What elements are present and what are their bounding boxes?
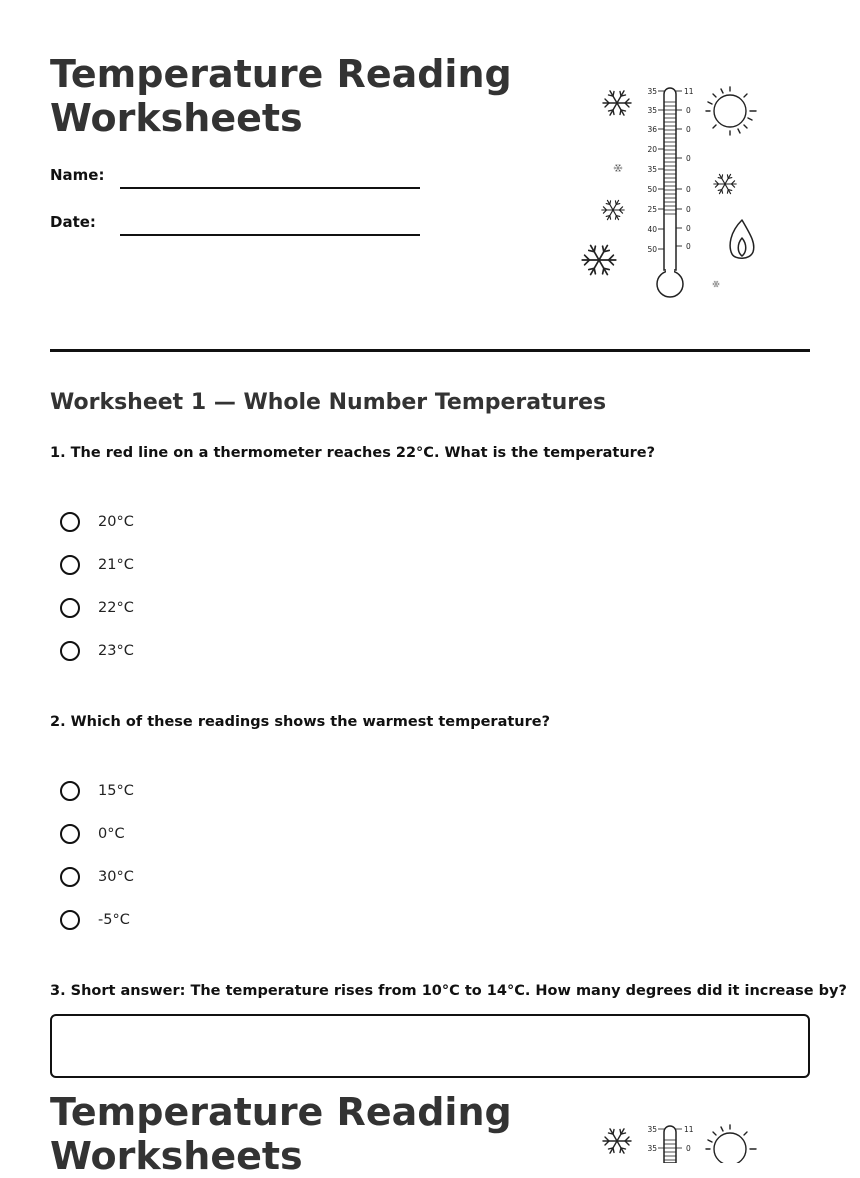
option-label: 21°C	[98, 557, 134, 573]
question-2: 2. Which of these readings shows the warmest temperature?	[50, 714, 551, 730]
option-label: -5°C	[98, 912, 130, 928]
scale-label: 50	[647, 185, 657, 194]
date-label: Date:	[50, 213, 96, 231]
option-radio[interactable]	[60, 638, 134, 664]
page-title	[50, 52, 530, 140]
name-field[interactable]	[120, 187, 420, 189]
option-radio[interactable]	[60, 778, 134, 804]
radio-button[interactable]	[60, 512, 80, 532]
snowflake-icon	[603, 1129, 631, 1153]
scale-label: 0	[686, 185, 691, 194]
scale-label: 0	[686, 242, 691, 251]
option-radio[interactable]	[60, 552, 134, 578]
scale-label: 35	[647, 1144, 657, 1153]
scale-label: 40	[647, 225, 657, 234]
title-line-1: Temperature Reading	[50, 52, 512, 96]
short-answer-input[interactable]	[50, 1014, 810, 1078]
option-label: 20°C	[98, 514, 134, 530]
option-radio[interactable]	[60, 821, 125, 847]
scale-label: 35	[647, 1125, 657, 1134]
scale-label: 0	[686, 1144, 691, 1153]
next-page-title	[50, 1090, 530, 1178]
date-field[interactable]	[120, 234, 420, 236]
scale-label: 35	[647, 106, 657, 115]
thermometer-icon	[647, 87, 693, 297]
radio-button[interactable]	[60, 555, 80, 575]
scale-label: 20	[647, 145, 657, 154]
radio-button[interactable]	[60, 598, 80, 618]
option-label: 15°C	[98, 783, 134, 799]
title-line-1: Temperature Reading	[50, 1090, 512, 1134]
worksheet-title: Worksheet 1 — Whole Number Temperatures	[50, 390, 607, 415]
option-radio[interactable]	[60, 907, 130, 933]
thermometer-icon	[647, 1125, 693, 1163]
sun-icon	[706, 1125, 756, 1163]
title-line-2: Worksheets	[50, 1134, 303, 1178]
scale-label: 11	[684, 1125, 694, 1134]
option-radio[interactable]	[60, 509, 134, 535]
radio-button[interactable]	[60, 867, 80, 887]
radio-button[interactable]	[60, 910, 80, 930]
scale-label: 11	[684, 87, 694, 96]
scale-label: 0	[686, 224, 691, 233]
title-line-2: Worksheets	[50, 96, 303, 140]
sun-icon	[706, 87, 756, 135]
question-3: 3. Short answer: The temperature rises from 10°C to 14°C. How many degrees did it increase by?	[50, 983, 847, 999]
option-radio[interactable]	[60, 595, 134, 621]
option-label: 23°C	[98, 643, 134, 659]
header-divider	[50, 349, 810, 352]
scale-label: 50	[647, 245, 657, 254]
option-label: 0°C	[98, 826, 125, 842]
scale-label: 0	[686, 205, 691, 214]
scale-label: 25	[647, 205, 657, 214]
scale-label: 35	[647, 87, 657, 96]
flame-icon	[730, 220, 754, 258]
scale-label: 35	[647, 165, 657, 174]
scale-label: 0	[686, 125, 691, 134]
scale-label: 36	[647, 125, 657, 134]
option-label: 22°C	[98, 600, 134, 616]
radio-button[interactable]	[60, 781, 80, 801]
radio-button[interactable]	[60, 824, 80, 844]
thermometer-illustration	[570, 80, 770, 305]
scale-label: 0	[686, 106, 691, 115]
option-label: 30°C	[98, 869, 134, 885]
question-1: 1. The red line on a thermometer reaches 22°C. What is the temperature?	[50, 445, 656, 461]
thermometer-illustration	[570, 1118, 770, 1163]
name-label: Name:	[50, 166, 105, 184]
scale-label: 0	[686, 154, 691, 163]
radio-button[interactable]	[60, 641, 80, 661]
option-radio[interactable]	[60, 864, 134, 890]
